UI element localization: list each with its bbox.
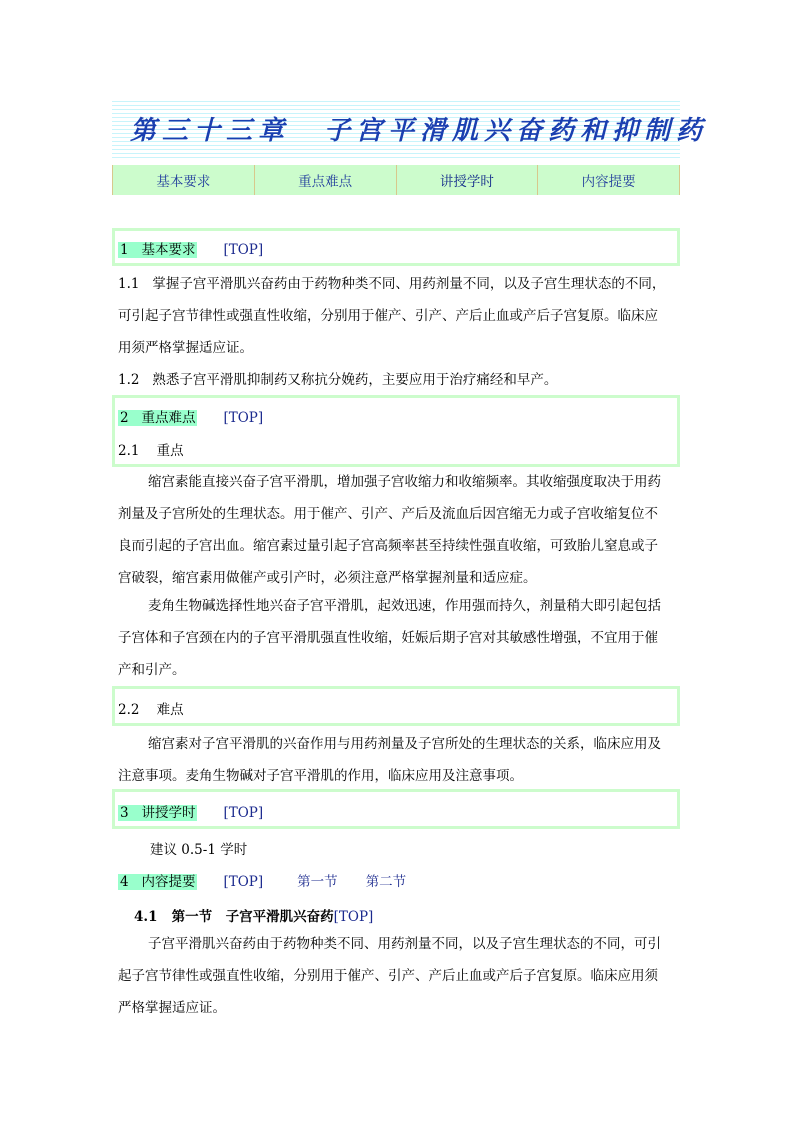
para-ergot: 麦角生物碱选择性地兴奋子宫平滑肌，起效迅速，作用强而持久，剂量稍大即引起包括 xyxy=(148,598,661,614)
para-oxytocin: 缩宫素能直接兴奋子宫平滑肌，增加强子宫收缩力和收缩频率。其收缩强度取决于用药 xyxy=(148,474,661,490)
section-4-heading-row xyxy=(118,870,406,890)
chapter-name: 子宫平滑肌兴奋药和抑制药 xyxy=(324,116,709,146)
nav-content-summary[interactable]: 内容提要 xyxy=(537,165,680,195)
top-link[interactable]: [TOP] xyxy=(223,874,264,890)
subsection-2-1: 2.1 重点 xyxy=(118,443,184,459)
nav-key-points[interactable]: 重点难点 xyxy=(254,165,396,195)
link-section-one[interactable]: 第一节 xyxy=(297,874,338,890)
top-link[interactable]: [TOP] xyxy=(223,410,264,426)
para-stimulants-cont: 起子宫节律性或强直性收缩，分别用于催产、引产、产后止血或产后子宫复原。临床应用须 严格掌握适应证。 xyxy=(118,968,658,1016)
para-ergot-cont: 子宫体和子宫颈在内的子宫平滑肌强直性收缩，妊娠后期子宫对其敏感性增强，不宜用于催 产和引产。 xyxy=(118,630,658,678)
item-1-1: 1.1 掌握子宫平滑肌兴奋药由于药物种类不同、用药剂量不同，以及子宫生理状态的不同， 可引起子宫节律性或强直性收缩，分别用于催产、引产、产后止血或产后子宫复原。临床应 用须严格掌握适应证。 1.2 熟悉子宫平滑肌抑制药又称抗分娩药，主要应用于治疗痛经和早产。 xyxy=(118,276,666,388)
section-1-box xyxy=(112,228,680,266)
para-difficulty: 缩宫素对子宫平滑肌的兴奋作用与用药剂量及子宫所处的生理状态的关系，临床应用及 xyxy=(148,736,661,752)
chapter-title xyxy=(130,110,708,147)
section-4-heading: 4 内容提要 xyxy=(120,874,196,890)
top-link[interactable]: [TOP] xyxy=(333,909,374,925)
section-nav xyxy=(112,165,680,195)
section-1-heading: 1 基本要求 xyxy=(120,242,196,258)
section-3-box xyxy=(112,789,680,829)
para-oxytocin-cont: 剂量及子宫所处的生理状态。用于催产、引产、产后及流血后因宫缩无力或子宫收缩复位不 良而引起的子宫出血。缩宫素过量引起子宫高频率甚至持续性强直收缩，可致胎儿窒息或子 宫破裂，缩宫素用做催产或引产时，必须注意严格掌握剂量和适应症。 xyxy=(118,506,658,586)
para-stimulants: 子宫平滑肌兴奋药由于药物种类不同、用药剂量不同，以及子宫生理状态的不同，可引 xyxy=(148,936,661,952)
top-link[interactable]: [TOP] xyxy=(223,805,264,821)
subsection-4-1: 4.1 第一节 子宫平滑肌兴奋药[TOP] xyxy=(134,909,374,925)
subsection-2-2: 2.2 难点 xyxy=(118,702,184,718)
subsection-2-2-box xyxy=(112,686,680,726)
para-difficulty-cont: 注意事项。麦角生物碱对子宫平滑肌的作用，临床应用及注意事项。 xyxy=(118,768,523,784)
nav-basic-requirements[interactable]: 基本要求 xyxy=(112,165,254,195)
section-2-box xyxy=(112,395,680,467)
chapter-banner xyxy=(112,98,709,160)
link-section-two[interactable]: 第二节 xyxy=(365,874,407,890)
top-link[interactable]: [TOP] xyxy=(223,242,264,258)
nav-teaching-hours[interactable]: 讲授学时 xyxy=(396,165,538,195)
teaching-hours-text: 建议 0.5-1 学时 xyxy=(150,842,248,858)
section-2-heading: 2 重点难点 xyxy=(120,410,196,426)
section-3-heading: 3 讲授学时 xyxy=(120,805,196,821)
chapter-number: 第三十三章 xyxy=(130,116,291,146)
